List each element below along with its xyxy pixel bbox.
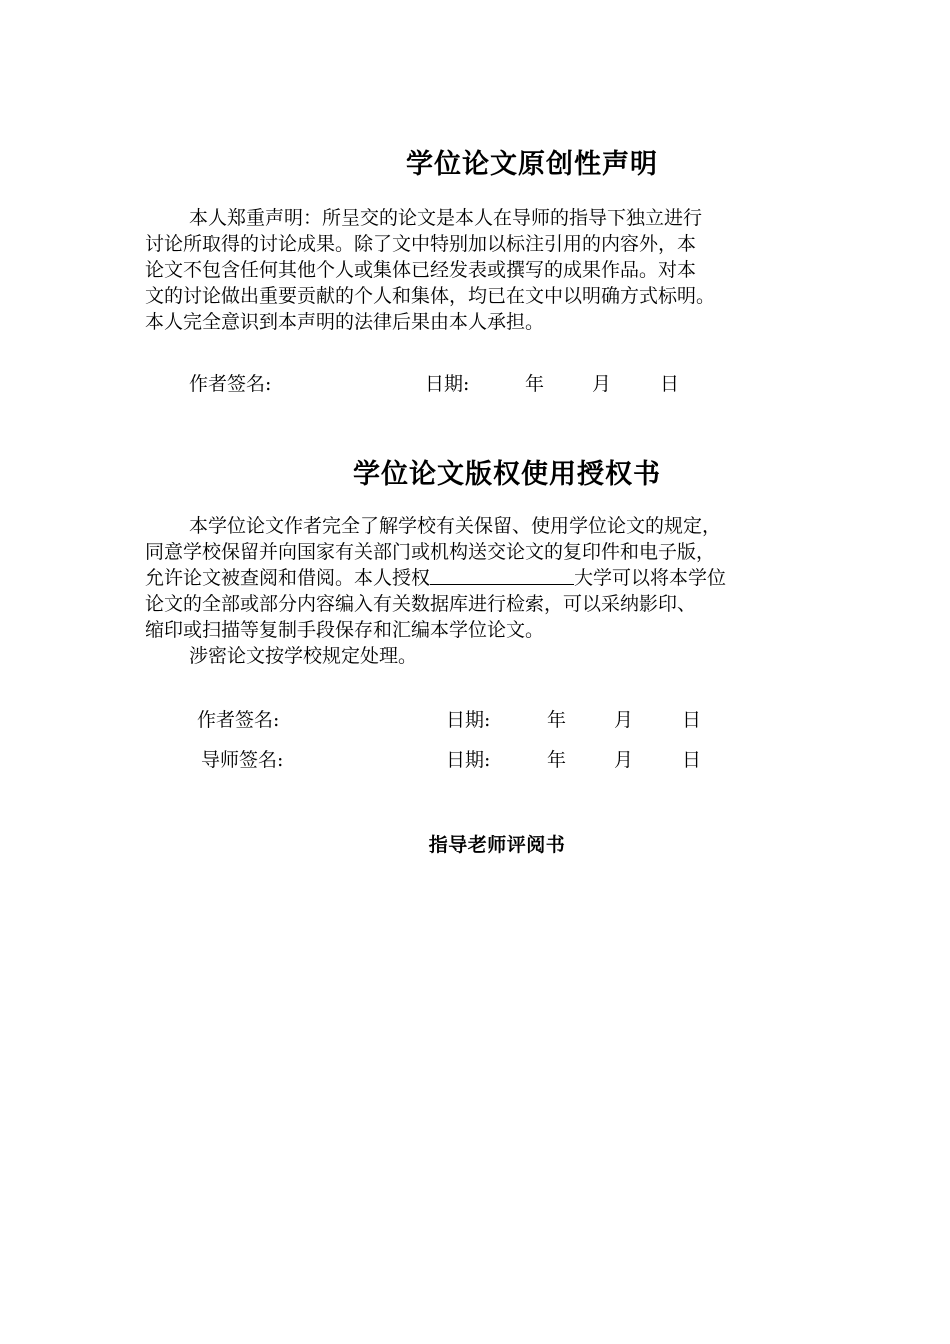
month-label: 月 [614, 749, 634, 771]
year-label: 年 [547, 709, 567, 731]
day-label: 日 [682, 709, 702, 731]
paragraph-line: 本人完全意识到本声明的法律后果由本人承担。 [145, 311, 545, 333]
university-text: 大学可以将本学位 [574, 567, 727, 589]
paragraph-line: 本人郑重声明：所呈交的论文是本人在导师的指导下独立进行 [189, 207, 703, 229]
date-label: 日期: [425, 373, 470, 395]
date-label: 日期: [446, 749, 491, 771]
review-title: 指导老师评阅书 [428, 834, 566, 856]
paragraph-line: 本学位论文作者完全了解学校有关保留、使用学位论文的规定， [189, 515, 722, 537]
copyright-paragraph [145, 513, 805, 669]
month-label: 月 [614, 709, 634, 731]
university-name-blank[interactable] [430, 566, 574, 585]
paragraph-line: 缩印或扫描等复制手段保存和汇编本学位论文。 [145, 619, 545, 641]
copyright-title: 学位论文版权使用授权书 [353, 459, 661, 490]
originality-title: 学位论文原创性声明 [406, 149, 658, 180]
paragraph-line: 涉密论文按学校规定处理。 [189, 645, 418, 667]
year-label: 年 [525, 373, 545, 395]
year-label: 年 [547, 749, 567, 771]
originality-paragraph [145, 205, 805, 335]
advisor-signature-label: 导师签名: [201, 749, 284, 771]
paragraph-line-with-blank [145, 565, 805, 591]
paragraph-line: 论文的全部或部分内容编入有关数据库进行检索，可以采纳影印、 [145, 593, 697, 615]
day-label: 日 [660, 373, 680, 395]
paragraph-line: 论文不包含任何其他个人或集体已经发表或撰写的成果作品。对本 [145, 259, 697, 281]
author-signature-label: 作者签名: [197, 709, 280, 731]
paragraph-line: 讨论所取得的讨论成果。除了文中特别加以标注引用的内容外，本 [145, 233, 697, 255]
author-signature-label: 作者签名: [189, 373, 272, 395]
paragraph-line: 文的讨论做出重要贡献的个人和集体，均已在文中以明确方式标明。 [145, 285, 716, 307]
day-label: 日 [682, 749, 702, 771]
date-label: 日期: [446, 709, 491, 731]
paragraph-line: 同意学校保留并向国家有关部门或机构送交论文的复印件和电子版， [145, 541, 716, 563]
month-label: 月 [592, 373, 612, 395]
authorize-text: 允许论文被查阅和借阅。本人授权 [145, 567, 431, 589]
